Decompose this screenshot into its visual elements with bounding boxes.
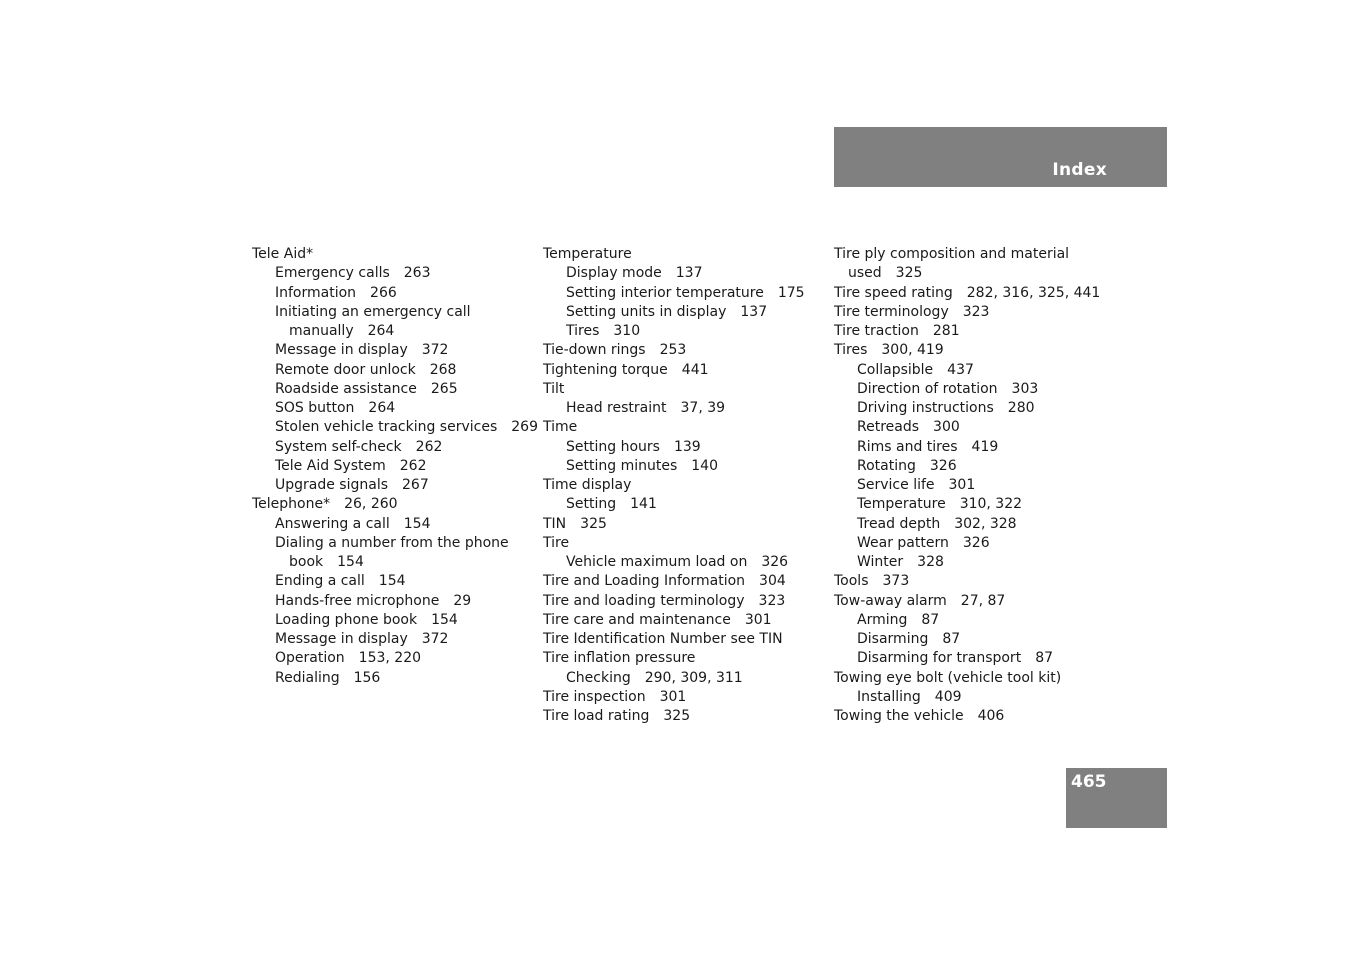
index-page-ref[interactable]: 139 bbox=[673, 438, 701, 455]
index-page-ref[interactable]: 87 bbox=[921, 611, 940, 628]
index-entry bbox=[543, 380, 823, 399]
index-page-ref[interactable]: 302, 328 bbox=[954, 515, 1017, 532]
index-page-ref[interactable]: 325 bbox=[895, 265, 923, 282]
index-entry bbox=[543, 438, 823, 457]
index-entry bbox=[543, 264, 823, 283]
index-entry bbox=[543, 341, 823, 360]
index-term: Tire care and maintenance bbox=[543, 611, 731, 628]
index-page-ref[interactable]: 253 bbox=[659, 342, 687, 359]
index-entry bbox=[252, 284, 532, 303]
index-page-ref[interactable]: 264 bbox=[367, 323, 395, 339]
index-term: Answering a call bbox=[275, 515, 390, 532]
index-term: System self-check bbox=[275, 438, 402, 455]
index-entry bbox=[543, 361, 823, 380]
index-page-ref[interactable]: 87 bbox=[1035, 650, 1054, 667]
index-page-ref[interactable]: 281 bbox=[932, 323, 960, 339]
index-entry bbox=[252, 515, 532, 534]
index-page-ref[interactable]: 303 bbox=[1011, 380, 1039, 397]
index-entry bbox=[834, 322, 1134, 341]
index-page-ref[interactable]: 325 bbox=[580, 515, 607, 532]
index-page-ref[interactable]: 290, 309, 311 bbox=[644, 669, 743, 686]
index-entry bbox=[834, 361, 1134, 380]
index-term: Head restraint bbox=[566, 400, 667, 416]
index-term: Time bbox=[543, 419, 578, 436]
index-entry bbox=[834, 418, 1134, 437]
index-term: Setting units in display bbox=[566, 303, 727, 320]
index-page-ref[interactable]: 326 bbox=[761, 554, 789, 570]
index-entry bbox=[252, 399, 532, 418]
index-term: Direction of rotation bbox=[857, 380, 998, 397]
index-entry bbox=[543, 669, 823, 688]
index-term: Message in display bbox=[275, 631, 408, 647]
index-entry bbox=[834, 457, 1134, 476]
index-term: Initiating an emergency call bbox=[275, 303, 471, 320]
index-term: Dialing a number from the phone bbox=[275, 534, 509, 551]
index-page-ref[interactable]: 310 bbox=[613, 323, 641, 339]
index-term: Tow-away alarm bbox=[834, 592, 947, 609]
section-header-bar bbox=[834, 127, 1167, 187]
index-term: Collapsible bbox=[857, 361, 934, 378]
index-entry bbox=[252, 592, 532, 611]
index-term: Stolen vehicle tracking services bbox=[275, 419, 498, 436]
page-number-box bbox=[1066, 768, 1167, 828]
index-term: manually bbox=[289, 323, 354, 339]
index-term: Temperature bbox=[543, 246, 632, 262]
index-entry bbox=[834, 649, 1134, 668]
index-page-ref[interactable]: 175 bbox=[777, 284, 805, 301]
index-term: Rims and tires bbox=[857, 438, 958, 455]
index-entry bbox=[834, 476, 1134, 495]
index-entry bbox=[252, 630, 532, 649]
index-entry bbox=[252, 495, 532, 514]
index-term: Tire load rating bbox=[543, 708, 650, 724]
index-term: Temperature bbox=[857, 496, 946, 513]
index-page-ref[interactable]: 301 bbox=[948, 477, 976, 493]
index-column-2 bbox=[543, 245, 823, 726]
index-entry bbox=[834, 611, 1134, 630]
index-page-ref[interactable]: 409 bbox=[934, 688, 962, 705]
index-term: Tire and loading terminology bbox=[543, 592, 745, 609]
index-entry bbox=[252, 418, 538, 437]
index-entry bbox=[834, 534, 1134, 553]
index-entry bbox=[834, 515, 1134, 534]
index-page-ref[interactable]: 154 bbox=[403, 515, 431, 532]
index-entry bbox=[543, 534, 823, 553]
index-term: Hands-free microphone bbox=[275, 592, 440, 609]
index-column-3 bbox=[834, 245, 1134, 726]
index-page-ref[interactable]: 156 bbox=[353, 669, 381, 686]
index-page-ref[interactable]: 437 bbox=[947, 361, 974, 378]
index-entry bbox=[252, 264, 532, 283]
index-page-ref[interactable]: 325 bbox=[663, 708, 691, 724]
index-entry bbox=[252, 245, 532, 264]
index-page-ref[interactable]: 304 bbox=[759, 573, 786, 590]
index-page-ref[interactable]: 269 bbox=[511, 419, 538, 436]
index-entry bbox=[252, 322, 532, 341]
index-term: Tires bbox=[834, 342, 868, 359]
index-term: Setting minutes bbox=[566, 457, 678, 474]
index-entry bbox=[834, 380, 1134, 399]
index-entry bbox=[543, 649, 823, 668]
index-entry bbox=[834, 669, 1134, 688]
index-entry bbox=[543, 322, 823, 341]
index-term: Disarming bbox=[857, 631, 929, 647]
index-term: Tele Aid* bbox=[252, 246, 314, 262]
index-entry bbox=[252, 361, 532, 380]
index-page-ref[interactable]: 323 bbox=[962, 303, 990, 320]
index-entry bbox=[543, 418, 823, 437]
index-page-ref[interactable]: 37, 39 bbox=[680, 400, 726, 416]
index-term: Installing bbox=[857, 688, 921, 705]
index-entry bbox=[543, 476, 823, 495]
index-term: Loading phone book bbox=[275, 611, 418, 628]
index-entry bbox=[252, 669, 532, 688]
index-term: Tire inspection bbox=[543, 688, 646, 705]
index-page-ref[interactable]: 372 bbox=[421, 342, 449, 359]
section-title: Index bbox=[1052, 160, 1107, 180]
index-entry bbox=[834, 264, 1134, 283]
index-term: book bbox=[289, 554, 324, 570]
index-entry bbox=[834, 303, 1134, 322]
index-term: Checking bbox=[566, 669, 631, 686]
index-page-ref[interactable]: 154 bbox=[431, 611, 458, 628]
index-entry bbox=[543, 495, 823, 514]
index-entry bbox=[834, 707, 1134, 726]
index-page-ref[interactable]: 266 bbox=[370, 284, 397, 301]
index-term: Time display bbox=[543, 477, 632, 493]
index-entry bbox=[252, 438, 532, 457]
index-entry bbox=[543, 399, 823, 418]
index-page-ref[interactable]: 141 bbox=[630, 496, 657, 513]
index-page-ref[interactable]: 262 bbox=[415, 438, 443, 455]
index-entry bbox=[543, 284, 823, 303]
index-entry bbox=[543, 245, 823, 264]
index-term: Arming bbox=[857, 611, 908, 628]
index-entry bbox=[252, 341, 532, 360]
index-entry bbox=[543, 707, 823, 726]
index-page-ref[interactable]: 326 bbox=[929, 457, 957, 474]
index-entry bbox=[834, 592, 1134, 611]
index-term: Display mode bbox=[566, 265, 662, 282]
index-term: Tire and Loading Information bbox=[543, 573, 746, 590]
index-term: used bbox=[848, 265, 882, 282]
index-term: Tires bbox=[566, 323, 600, 339]
index-page-ref[interactable]: 140 bbox=[691, 457, 718, 474]
index-page-ref[interactable]: 282, 316, 325, 441 bbox=[966, 284, 1101, 301]
index-term: Remote door unlock bbox=[275, 361, 416, 378]
index-page-ref[interactable]: 326 bbox=[962, 534, 990, 551]
index-term: Message in display bbox=[275, 342, 408, 359]
index-entry bbox=[543, 553, 823, 572]
index-page-ref[interactable]: 323 bbox=[758, 592, 786, 609]
index-term: Towing the vehicle bbox=[834, 708, 964, 724]
index-term: Tilt bbox=[543, 380, 565, 397]
index-term: Roadside assistance bbox=[275, 380, 417, 397]
index-term: Tele Aid System bbox=[275, 457, 386, 474]
index-page-ref[interactable]: 263 bbox=[403, 265, 431, 282]
index-page-ref[interactable]: 406 bbox=[977, 708, 1005, 724]
index-page-ref[interactable]: 419 bbox=[971, 438, 999, 455]
index-entry bbox=[834, 572, 1134, 591]
index-term: Telephone* bbox=[252, 496, 331, 513]
index-page-ref[interactable]: 310, 322 bbox=[959, 496, 1023, 513]
index-page-ref[interactable]: 137 bbox=[740, 303, 768, 320]
index-page-ref[interactable]: 154 bbox=[337, 554, 364, 570]
index-entry bbox=[834, 688, 1134, 707]
index-entry bbox=[252, 572, 532, 591]
index-entry bbox=[543, 630, 823, 649]
index-entry bbox=[543, 592, 823, 611]
index-page-ref[interactable]: 87 bbox=[942, 631, 961, 647]
index-page-ref[interactable]: 154 bbox=[378, 573, 406, 590]
index-page-ref[interactable]: 373 bbox=[882, 573, 910, 590]
index-entry bbox=[252, 553, 532, 572]
index-term: Upgrade signals bbox=[275, 477, 389, 493]
index-entry bbox=[543, 515, 823, 534]
index-term: Tire Identification Number see TIN bbox=[543, 631, 783, 647]
index-page-ref[interactable]: 27, 87 bbox=[960, 592, 1006, 609]
index-entry bbox=[834, 245, 1134, 264]
index-page-ref[interactable]: 372 bbox=[421, 631, 449, 647]
index-entry bbox=[834, 438, 1134, 457]
index-page-ref[interactable]: 153, 220 bbox=[358, 650, 422, 667]
index-term: Redialing bbox=[275, 669, 340, 686]
index-term: TIN bbox=[543, 515, 567, 532]
index-term: Disarming for transport bbox=[857, 650, 1022, 667]
index-term: Vehicle maximum load on bbox=[566, 554, 748, 570]
index-entry bbox=[252, 303, 532, 322]
index-entry bbox=[834, 284, 1134, 303]
index-term: Tire traction bbox=[834, 323, 919, 339]
index-entry bbox=[543, 572, 823, 591]
index-page-ref[interactable]: 301 bbox=[744, 611, 772, 628]
index-term: Emergency calls bbox=[275, 265, 390, 282]
index-entry bbox=[834, 630, 1134, 649]
index-page-ref[interactable]: 300 bbox=[933, 419, 960, 436]
index-entry bbox=[834, 553, 1134, 572]
index-term: Tire bbox=[543, 534, 570, 551]
index-term: Tightening torque bbox=[543, 361, 668, 378]
index-term: Rotating bbox=[857, 457, 916, 474]
index-term: Setting interior temperature bbox=[566, 284, 764, 301]
index-term: Tools bbox=[834, 573, 869, 590]
index-entry bbox=[543, 457, 823, 476]
index-term: SOS button bbox=[275, 400, 355, 416]
index-term: Tire inflation pressure bbox=[543, 650, 696, 667]
index-term: Information bbox=[275, 284, 357, 301]
index-page-ref[interactable]: 300, 419 bbox=[881, 342, 944, 359]
index-term: Tire terminology bbox=[834, 303, 949, 320]
page-number: 465 bbox=[1071, 772, 1107, 792]
index-term: Tie-down rings bbox=[543, 342, 646, 359]
index-term: Tire ply composition and material bbox=[834, 246, 1070, 262]
index-term: Winter bbox=[857, 554, 904, 570]
index-page-ref[interactable]: 328 bbox=[917, 554, 944, 570]
index-entry bbox=[834, 495, 1134, 514]
index-page-ref[interactable]: 441 bbox=[681, 361, 709, 378]
index-page-ref[interactable]: 264 bbox=[368, 400, 396, 416]
index-term: Towing eye bolt (vehicle tool kit) bbox=[834, 669, 1062, 686]
index-entry bbox=[252, 380, 532, 399]
index-term: Service life bbox=[857, 477, 935, 493]
index-page-ref[interactable]: 29 bbox=[453, 592, 472, 609]
index-term: Wear pattern bbox=[857, 534, 949, 551]
index-term: Setting hours bbox=[566, 438, 660, 455]
index-page-ref[interactable]: 280 bbox=[1007, 400, 1035, 416]
index-entry bbox=[252, 611, 532, 630]
index-entry bbox=[252, 534, 532, 553]
index-term: Driving instructions bbox=[857, 400, 994, 416]
index-term: Operation bbox=[275, 650, 345, 667]
index-column-1 bbox=[252, 245, 538, 688]
index-entry bbox=[543, 688, 823, 707]
index-term: Tread depth bbox=[857, 515, 941, 532]
index-page-ref[interactable]: 265 bbox=[430, 380, 458, 397]
index-page-ref[interactable]: 262 bbox=[399, 457, 427, 474]
index-entry bbox=[252, 476, 532, 495]
index-term: Tire speed rating bbox=[834, 284, 953, 301]
index-entry bbox=[834, 341, 1134, 360]
index-term: Retreads bbox=[857, 419, 920, 436]
index-page-ref[interactable]: 268 bbox=[429, 361, 457, 378]
index-page-ref[interactable]: 26, 260 bbox=[344, 496, 398, 513]
index-term: Ending a call bbox=[275, 573, 365, 590]
index-entry bbox=[834, 399, 1134, 418]
index-entry bbox=[252, 649, 532, 668]
index-entry bbox=[252, 457, 532, 476]
index-entry bbox=[543, 611, 823, 630]
index-entry bbox=[543, 303, 823, 322]
index-page-ref[interactable]: 301 bbox=[659, 688, 687, 705]
index-page-ref[interactable]: 137 bbox=[675, 265, 703, 282]
index-term: Setting bbox=[566, 496, 617, 513]
index-page-ref[interactable]: 267 bbox=[402, 477, 429, 493]
